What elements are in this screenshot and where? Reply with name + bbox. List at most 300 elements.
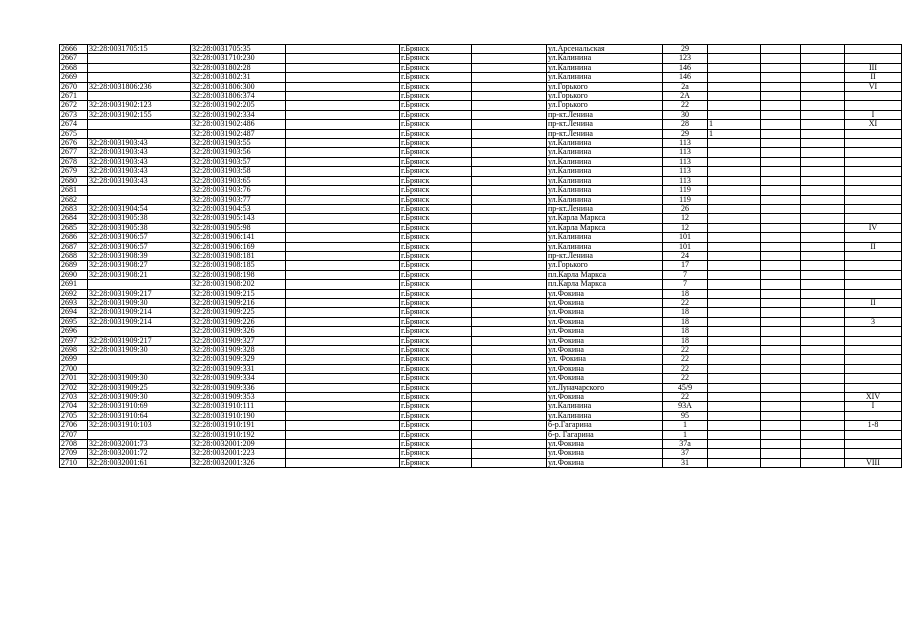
empty-cell: [472, 336, 547, 345]
table-row: [60, 327, 902, 336]
extra-cell: [801, 101, 845, 110]
extra-cell: [801, 139, 845, 148]
empty-cell: [286, 458, 400, 467]
empty-cell: [286, 280, 400, 289]
house-number: 31: [663, 458, 708, 467]
street: ул.Калинина: [547, 176, 663, 185]
empty-cell: [472, 223, 547, 232]
house-number: 7: [663, 280, 708, 289]
empty-cell: [472, 383, 547, 392]
street: ул.Фокина: [547, 374, 663, 383]
empty-cell: [472, 346, 547, 355]
extra-cell: [761, 195, 801, 204]
empty-cell: [472, 298, 547, 307]
extra-cell: [761, 204, 801, 213]
house-number: 7: [663, 270, 708, 279]
extra-cell: [801, 223, 845, 232]
extra-cell: [761, 355, 801, 364]
street: ул.Калинина: [547, 148, 663, 157]
extra-cell: [708, 45, 761, 54]
empty-cell: [286, 139, 400, 148]
house-number: 1: [663, 421, 708, 430]
extra-cell: [761, 421, 801, 430]
old-cadastral-number: 32:28:0031902:155: [88, 110, 191, 119]
empty-cell: [472, 92, 547, 101]
empty-cell: [472, 82, 547, 91]
empty-cell: [286, 214, 400, 223]
extra-cell: [761, 82, 801, 91]
extra-cell: [801, 411, 845, 420]
extra-cell: [708, 186, 761, 195]
house-number: 22: [663, 374, 708, 383]
row-number: 2689: [60, 261, 88, 270]
cadastral-number: 32:28:0031909:327: [191, 336, 286, 345]
empty-cell: [286, 449, 400, 458]
old-cadastral-number: [88, 73, 191, 82]
house-number: 22: [663, 393, 708, 402]
extra-cell: [801, 327, 845, 336]
empty-cell: [472, 458, 547, 467]
extra-cell: [761, 63, 801, 72]
extra-cell: [801, 402, 845, 411]
registry-table: [59, 44, 902, 468]
old-cadastral-number: [88, 327, 191, 336]
extra-cell: [761, 411, 801, 420]
house-number: 37: [663, 449, 708, 458]
cadastral-number: 32:28:0031910:191: [191, 421, 286, 430]
house-number: 101: [663, 233, 708, 242]
street: ул.Фокина: [547, 449, 663, 458]
old-cadastral-number: 32:28:0031909:30: [88, 298, 191, 307]
street: ул.Луначарского: [547, 383, 663, 392]
cadastral-number: 32:28:0031902:487: [191, 129, 286, 138]
empty-cell: [472, 54, 547, 63]
extra-cell: [761, 430, 801, 439]
room-mark: VI: [845, 82, 902, 91]
room-mark: [845, 355, 902, 364]
house-number: 30: [663, 110, 708, 119]
city: г.Брянск: [400, 327, 472, 336]
extra-cell: [708, 139, 761, 148]
city: г.Брянск: [400, 261, 472, 270]
extra-cell: [708, 298, 761, 307]
extra-cell: [708, 430, 761, 439]
extra-cell: [801, 120, 845, 129]
row-number: 2673: [60, 110, 88, 119]
row-number: 2674: [60, 120, 88, 129]
table-row: [60, 440, 902, 449]
row-number: 2691: [60, 280, 88, 289]
street: пр-кт.Ленина: [547, 204, 663, 213]
empty-cell: [472, 393, 547, 402]
empty-cell: [286, 82, 400, 91]
empty-cell: [286, 45, 400, 54]
empty-cell: [286, 120, 400, 129]
old-cadastral-number: 32:28:0031909:30: [88, 346, 191, 355]
house-number: 17: [663, 261, 708, 270]
old-cadastral-number: 32:28:0031909:30: [88, 374, 191, 383]
extra-cell: [761, 402, 801, 411]
empty-cell: [286, 54, 400, 63]
old-cadastral-number: 32:28:0031910:69: [88, 402, 191, 411]
old-cadastral-number: 32:28:0031909:217: [88, 289, 191, 298]
cadastral-number: 32:28:0031909:331: [191, 364, 286, 373]
house-number: 2А: [663, 92, 708, 101]
empty-cell: [286, 261, 400, 270]
row-number: 2677: [60, 148, 88, 157]
room-mark: [845, 92, 902, 101]
empty-cell: [286, 110, 400, 119]
street: пр-кт.Ленина: [547, 129, 663, 138]
cadastral-number: 32:28:0031902:486: [191, 120, 286, 129]
empty-cell: [286, 223, 400, 232]
empty-cell: [472, 45, 547, 54]
extra-cell: [761, 449, 801, 458]
room-mark: XIV: [845, 393, 902, 402]
empty-cell: [286, 374, 400, 383]
table-row: [60, 449, 902, 458]
city: г.Брянск: [400, 402, 472, 411]
empty-cell: [286, 421, 400, 430]
extra-cell: [761, 110, 801, 119]
extra-cell: [761, 186, 801, 195]
street: ул.Фокина: [547, 317, 663, 326]
extra-cell: [801, 157, 845, 166]
empty-cell: [286, 157, 400, 166]
extra-cell: [801, 45, 845, 54]
extra-cell: [761, 298, 801, 307]
empty-cell: [472, 167, 547, 176]
empty-cell: [472, 233, 547, 242]
extra-cell: [761, 458, 801, 467]
table-row: [60, 223, 902, 232]
room-mark: [845, 336, 902, 345]
extra-cell: [708, 374, 761, 383]
room-mark: XI: [845, 120, 902, 129]
table-row: [60, 270, 902, 279]
row-number: 2706: [60, 421, 88, 430]
city: г.Брянск: [400, 298, 472, 307]
room-mark: [845, 346, 902, 355]
row-number: 2678: [60, 157, 88, 166]
extra-cell: [761, 139, 801, 148]
row-number: 2668: [60, 63, 88, 72]
street: б-р. Гагарина: [547, 430, 663, 439]
extra-cell: [708, 336, 761, 345]
extra-cell: [761, 393, 801, 402]
house-number: 2а: [663, 82, 708, 91]
room-mark: [845, 364, 902, 373]
empty-cell: [472, 364, 547, 373]
street: ул. Фокина: [547, 355, 663, 364]
extra-cell: [708, 308, 761, 317]
empty-cell: [472, 148, 547, 157]
cadastral-number: 32:28:0031903:58: [191, 167, 286, 176]
city: г.Брянск: [400, 139, 472, 148]
extra-cell: [761, 120, 801, 129]
empty-cell: [472, 374, 547, 383]
cadastral-number: 32:28:0031802:28: [191, 63, 286, 72]
house-number: 113: [663, 157, 708, 166]
room-mark: [845, 251, 902, 260]
city: г.Брянск: [400, 45, 472, 54]
room-mark: [845, 308, 902, 317]
extra-cell: [801, 92, 845, 101]
cadastral-number: 32:28:0032001:223: [191, 449, 286, 458]
row-number: 2702: [60, 383, 88, 392]
city: г.Брянск: [400, 167, 472, 176]
house-number: 24: [663, 251, 708, 260]
house-number: 113: [663, 176, 708, 185]
cadastral-number: 32:28:0031903:57: [191, 157, 286, 166]
extra-cell: [801, 308, 845, 317]
table-row: [60, 355, 902, 364]
table-row: [60, 63, 902, 72]
old-cadastral-number: 32:28:0031906:57: [88, 233, 191, 242]
house-number: 28: [663, 120, 708, 129]
empty-cell: [472, 195, 547, 204]
city: г.Брянск: [400, 176, 472, 185]
street: ул.Карла Маркса: [547, 223, 663, 232]
empty-cell: [472, 204, 547, 213]
empty-cell: [286, 327, 400, 336]
city: г.Брянск: [400, 355, 472, 364]
extra-cell: [708, 317, 761, 326]
table-row: [60, 186, 902, 195]
old-cadastral-number: [88, 195, 191, 204]
extra-cell: [708, 242, 761, 251]
cadastral-number: 32:28:0031903:56: [191, 148, 286, 157]
row-number: 2687: [60, 242, 88, 251]
old-cadastral-number: 32:28:0032001:72: [88, 449, 191, 458]
cadastral-number: 32:28:0031806:300: [191, 82, 286, 91]
old-cadastral-number: 32:28:0031908:21: [88, 270, 191, 279]
city: г.Брянск: [400, 195, 472, 204]
extra-cell: [708, 63, 761, 72]
old-cadastral-number: [88, 92, 191, 101]
cadastral-number: 32:28:0032001:326: [191, 458, 286, 467]
cadastral-number: 32:28:0031909:215: [191, 289, 286, 298]
empty-cell: [472, 157, 547, 166]
cadastral-number: 32:28:0031909:329: [191, 355, 286, 364]
house-number: 18: [663, 336, 708, 345]
old-cadastral-number: [88, 63, 191, 72]
room-mark: [845, 430, 902, 439]
empty-cell: [286, 317, 400, 326]
empty-cell: [286, 336, 400, 345]
extra-cell: [761, 223, 801, 232]
row-number: 2710: [60, 458, 88, 467]
extra-cell: [761, 374, 801, 383]
house-number: 18: [663, 308, 708, 317]
extra-cell: [801, 63, 845, 72]
house-number: 26: [663, 204, 708, 213]
empty-cell: [472, 280, 547, 289]
empty-cell: [472, 63, 547, 72]
empty-cell: [286, 204, 400, 213]
table-row: [60, 308, 902, 317]
city: г.Брянск: [400, 440, 472, 449]
room-mark: 3: [845, 317, 902, 326]
old-cadastral-number: [88, 54, 191, 63]
house-number: 113: [663, 139, 708, 148]
room-mark: [845, 233, 902, 242]
cadastral-number: 32:28:0031902:334: [191, 110, 286, 119]
house-number: 93А: [663, 402, 708, 411]
old-cadastral-number: 32:28:0031806:236: [88, 82, 191, 91]
cadastral-number: 32:28:0031906:169: [191, 242, 286, 251]
extra-cell: [801, 82, 845, 91]
empty-cell: [472, 73, 547, 82]
table-row: [60, 195, 902, 204]
extra-cell: [801, 242, 845, 251]
extra-cell: [708, 383, 761, 392]
cadastral-number: 32:28:0031908:198: [191, 270, 286, 279]
table-row: [60, 251, 902, 260]
empty-cell: [472, 120, 547, 129]
table-row: [60, 157, 902, 166]
extra-cell: [761, 364, 801, 373]
old-cadastral-number: [88, 129, 191, 138]
extra-cell: [801, 421, 845, 430]
street: ул.Калинина: [547, 139, 663, 148]
house-number: 22: [663, 355, 708, 364]
empty-cell: [286, 298, 400, 307]
room-mark: [845, 167, 902, 176]
old-cadastral-number: [88, 355, 191, 364]
empty-cell: [472, 176, 547, 185]
extra-cell: [708, 393, 761, 402]
room-mark: [845, 148, 902, 157]
room-mark: [845, 45, 902, 54]
table-row: [60, 233, 902, 242]
old-cadastral-number: 32:28:0031909:217: [88, 336, 191, 345]
table-row: [60, 383, 902, 392]
cadastral-number: 32:28:0031905:143: [191, 214, 286, 223]
empty-cell: [472, 186, 547, 195]
extra-cell: [708, 289, 761, 298]
cadastral-number: 32:28:0031903:76: [191, 186, 286, 195]
house-number: 18: [663, 327, 708, 336]
table-row: [60, 411, 902, 420]
street: ул.Калинина: [547, 242, 663, 251]
city: г.Брянск: [400, 317, 472, 326]
room-mark: II: [845, 73, 902, 82]
table-row: [60, 120, 902, 129]
extra-cell: [801, 54, 845, 63]
row-number: 2701: [60, 374, 88, 383]
empty-cell: [286, 430, 400, 439]
extra-cell: [801, 336, 845, 345]
room-mark: II: [845, 298, 902, 307]
extra-cell: [708, 251, 761, 260]
table-row: [60, 458, 902, 467]
extra-cell: [801, 110, 845, 119]
old-cadastral-number: 32:28:0031903:43: [88, 148, 191, 157]
extra-cell: [708, 195, 761, 204]
street: ул.Фокина: [547, 298, 663, 307]
city: г.Брянск: [400, 251, 472, 260]
row-number: 2683: [60, 204, 88, 213]
empty-cell: [472, 242, 547, 251]
row-number: 2704: [60, 402, 88, 411]
row-number: 2699: [60, 355, 88, 364]
house-number: 146: [663, 63, 708, 72]
old-cadastral-number: 32:28:0031909:25: [88, 383, 191, 392]
extra-cell: [761, 129, 801, 138]
city: г.Брянск: [400, 289, 472, 298]
extra-cell: [708, 346, 761, 355]
extra-cell: [801, 167, 845, 176]
row-number: 2705: [60, 411, 88, 420]
house-number: 45/9: [663, 383, 708, 392]
table-row: [60, 430, 902, 439]
empty-cell: [472, 214, 547, 223]
old-cadastral-number: 32:28:0031904:54: [88, 204, 191, 213]
old-cadastral-number: 32:28:0032001:73: [88, 440, 191, 449]
extra-cell: [708, 280, 761, 289]
extra-cell: [708, 327, 761, 336]
street: пр-кт.Ленина: [547, 251, 663, 260]
cadastral-number: 32:28:0031903:77: [191, 195, 286, 204]
house-number: 119: [663, 195, 708, 204]
cadastral-number: 32:28:0031909:326: [191, 327, 286, 336]
extra-cell: [708, 411, 761, 420]
empty-cell: [286, 393, 400, 402]
street: ул.Калинина: [547, 157, 663, 166]
cadastral-number: 32:28:0032001:209: [191, 440, 286, 449]
city: г.Брянск: [400, 280, 472, 289]
extra-cell: [761, 92, 801, 101]
empty-cell: [286, 242, 400, 251]
house-number: 22: [663, 101, 708, 110]
row-number: 2676: [60, 139, 88, 148]
extra-cell: [708, 148, 761, 157]
table-row: [60, 73, 902, 82]
row-number: 2670: [60, 82, 88, 91]
room-mark: VIII: [845, 458, 902, 467]
extra-cell: [708, 73, 761, 82]
empty-cell: [286, 63, 400, 72]
extra-cell: [801, 73, 845, 82]
old-cadastral-number: 32:28:0031905:38: [88, 223, 191, 232]
city: г.Брянск: [400, 204, 472, 213]
extra-cell: [761, 251, 801, 260]
street: пл.Карла Маркса: [547, 270, 663, 279]
empty-cell: [286, 233, 400, 242]
row-number: 2681: [60, 186, 88, 195]
row-number: 2707: [60, 430, 88, 439]
old-cadastral-number: 32:28:0032001:61: [88, 458, 191, 467]
room-mark: [845, 440, 902, 449]
extra-cell: [761, 214, 801, 223]
extra-cell: [801, 355, 845, 364]
table-row: [60, 336, 902, 345]
cadastral-number: 32:28:0031909:328: [191, 346, 286, 355]
extra-cell: 1: [708, 120, 761, 129]
city: г.Брянск: [400, 120, 472, 129]
street: ул.Фокина: [547, 289, 663, 298]
extra-cell: [708, 92, 761, 101]
extra-cell: [801, 204, 845, 213]
street: пр-кт.Ленина: [547, 110, 663, 119]
extra-cell: [708, 110, 761, 119]
city: г.Брянск: [400, 82, 472, 91]
table-row: [60, 261, 902, 270]
empty-cell: [286, 402, 400, 411]
extra-cell: [801, 298, 845, 307]
empty-cell: [472, 251, 547, 260]
